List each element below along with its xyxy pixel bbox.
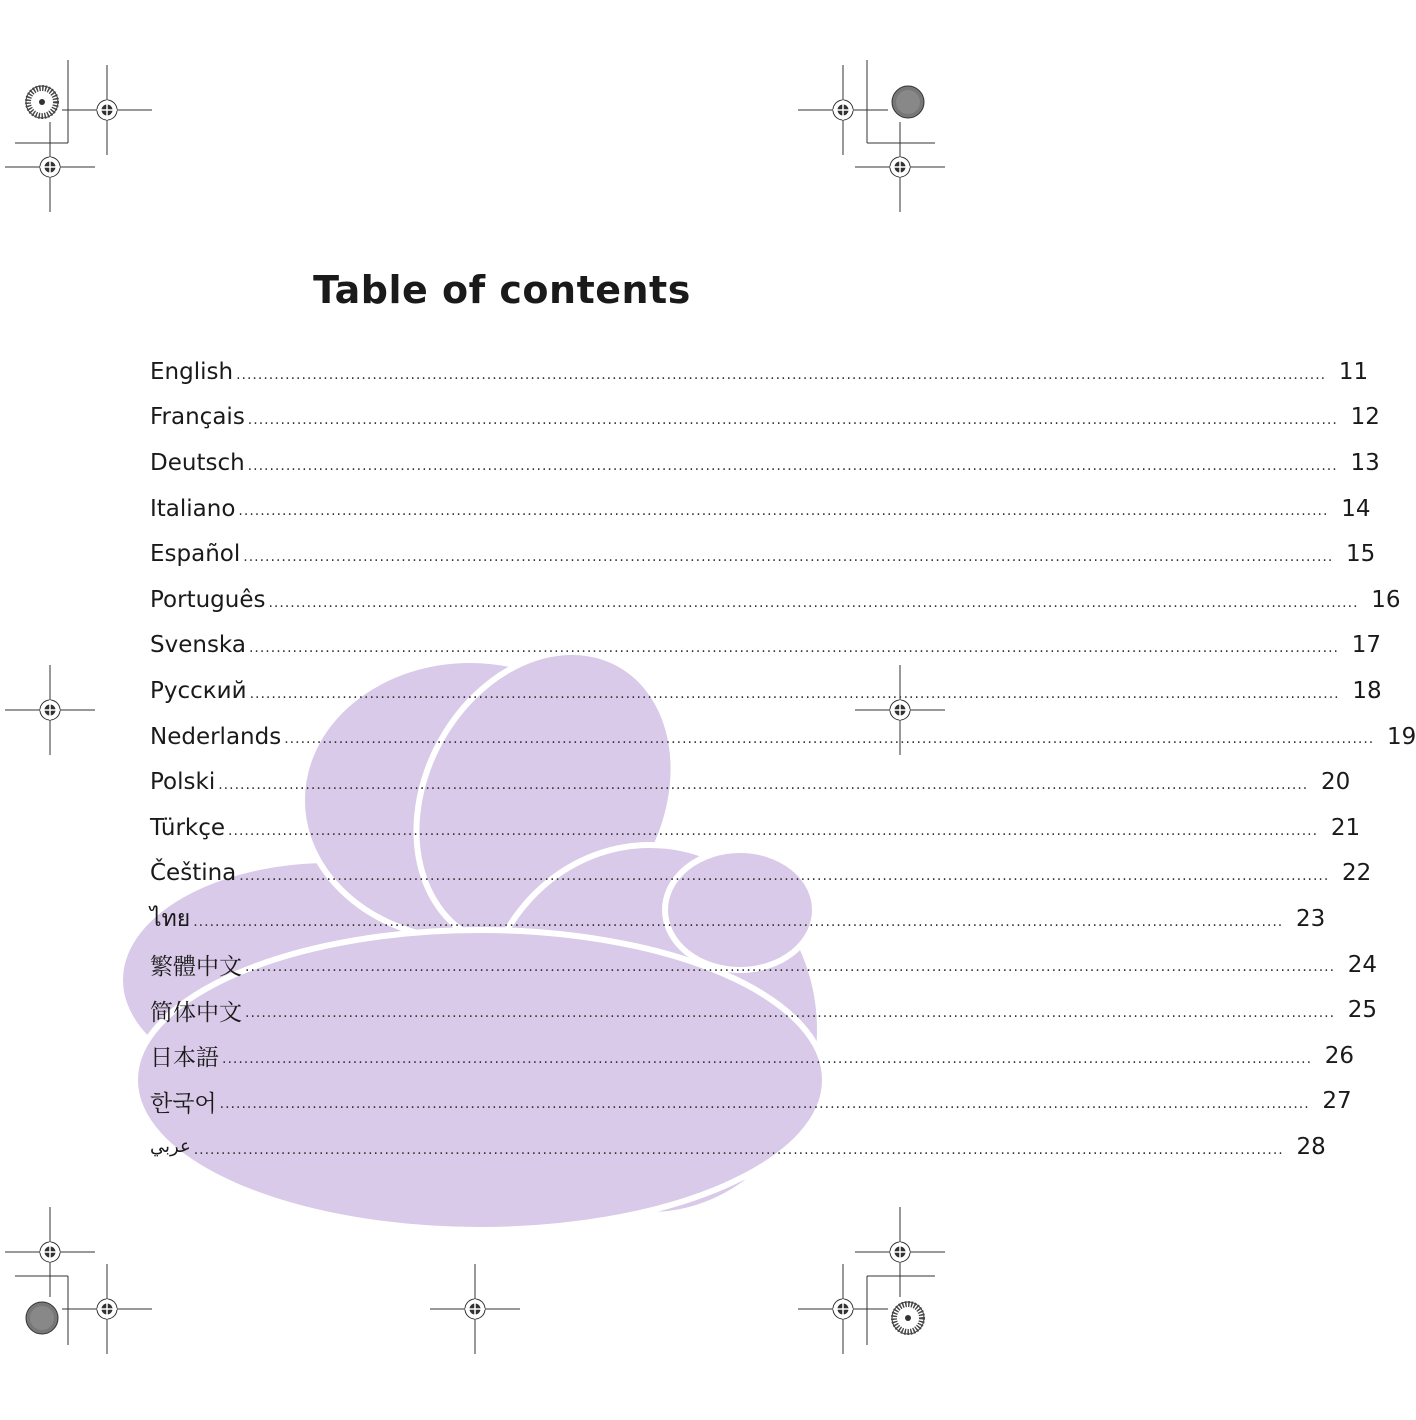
toc-entry-page: 13: [1350, 449, 1380, 476]
dot-leader: ........................................................................................................................................................................................................: [284, 731, 1375, 748]
toc-entry-turkce[interactable]: [150, 805, 1361, 851]
toc-entry-label: 한국어: [150, 1090, 217, 1117]
toc-entry-korean[interactable]: [150, 1079, 1352, 1125]
dot-leader: ........................................................................................................................................................................................................: [219, 1096, 1310, 1113]
crosshair-icon: [62, 1264, 152, 1354]
toc-entry-page: 16: [1371, 586, 1401, 613]
toc-entry-simplified-chinese[interactable]: [150, 987, 1378, 1033]
toc-entry-page: 28: [1296, 1133, 1326, 1160]
crosshair-icon: [430, 1264, 520, 1354]
toc-entry-page: 22: [1342, 860, 1372, 887]
crosshair-icon: [5, 122, 95, 212]
toc-entry-page: 14: [1341, 495, 1371, 522]
crosshair-icon: [855, 122, 945, 212]
dot-leader: ........................................................................................................................................................................................................: [193, 1141, 1284, 1158]
toc-entry-page: 12: [1350, 404, 1380, 431]
dot-leader: ........................................................................................................................................................................................................: [245, 959, 1336, 976]
dot-leader: ........................................................................................................................................................................................................: [247, 457, 1338, 474]
toc-entry-nederlands[interactable]: [150, 714, 1416, 760]
table-of-contents: [150, 349, 1416, 1170]
toc-entry-label: 繁體中文: [150, 954, 242, 981]
registration-star-icon: [892, 1302, 924, 1334]
toc-entry-label: Svenska: [150, 632, 246, 659]
toc-entry-traditional-chinese[interactable]: [150, 942, 1378, 988]
crosshair-icon: [798, 65, 888, 155]
crosshair-icon: [798, 1264, 888, 1354]
toc-entry-thai[interactable]: [150, 896, 1326, 942]
dot-leader: ........................................................................................................................................................................................................: [236, 366, 1327, 383]
registration-dot-icon: [892, 86, 924, 118]
dot-leader: ........................................................................................................................................................................................................: [238, 503, 1329, 520]
toc-entry-japanese[interactable]: [150, 1033, 1355, 1079]
dot-leader: ........................................................................................................................................................................................................: [239, 868, 1330, 885]
page-title: Table of contents: [313, 268, 691, 312]
toc-entry-page: 19: [1386, 723, 1416, 750]
toc-entry-polski[interactable]: [150, 759, 1351, 805]
toc-entry-page: 27: [1322, 1088, 1352, 1115]
dot-leader: ........................................................................................................................................................................................................: [245, 1004, 1336, 1021]
toc-entry-label: 简体中文: [150, 999, 242, 1026]
dot-leader: ........................................................................................................................................................................................................: [228, 822, 1319, 839]
toc-entry-label: Italiano: [150, 495, 236, 522]
dot-leader: ........................................................................................................................................................................................................: [249, 685, 1340, 702]
toc-entry-page: 25: [1347, 997, 1378, 1024]
toc-entry-portugues[interactable]: [150, 577, 1401, 623]
toc-entry-arabic[interactable]: [150, 1124, 1326, 1170]
toc-entry-label: Türkçe: [150, 814, 226, 841]
toc-entry-page: 23: [1295, 905, 1326, 932]
toc-entry-page: 18: [1352, 677, 1382, 704]
toc-entry-label: Русский: [150, 677, 247, 704]
dot-leader: ........................................................................................................................................................................................................: [268, 594, 1359, 611]
toc-entry-label: عربي: [150, 1136, 191, 1158]
toc-entry-italiano[interactable]: [150, 486, 1371, 532]
toc-entry-page: 24: [1347, 951, 1378, 978]
crosshair-icon: [855, 1207, 945, 1297]
toc-entry-label: Nederlands: [150, 723, 282, 750]
toc-entry-label: English: [150, 358, 234, 385]
toc-entry-label: Português: [150, 586, 266, 613]
toc-entry-svenska[interactable]: [150, 623, 1381, 669]
dot-leader: ........................................................................................................................................................................................................: [218, 776, 1309, 793]
toc-entry-english[interactable]: [150, 349, 1369, 395]
dot-leader: ........................................................................................................................................................................................................: [248, 640, 1339, 657]
toc-entry-page: 17: [1351, 632, 1381, 659]
crosshair-icon: [62, 65, 152, 155]
toc-entry-label: 日本語: [150, 1045, 219, 1072]
toc-entry-russian[interactable]: [150, 668, 1382, 714]
dot-leader: ........................................................................................................................................................................................................: [222, 1050, 1313, 1067]
toc-entry-francais[interactable]: [150, 395, 1380, 441]
toc-entry-espanol[interactable]: [150, 531, 1376, 577]
toc-entry-deutsch[interactable]: [150, 440, 1380, 486]
toc-entry-label: ไทย: [150, 905, 191, 932]
dot-leader: ........................................................................................................................................................................................................: [193, 913, 1284, 930]
toc-entry-label: Français: [150, 404, 245, 431]
dot-leader: ........................................................................................................................................................................................................: [247, 412, 1338, 429]
toc-entry-cestina[interactable]: [150, 851, 1372, 897]
toc-entry-page: 11: [1338, 358, 1369, 385]
toc-entry-page: 26: [1324, 1042, 1355, 1069]
toc-entry-label: Español: [150, 541, 241, 568]
crosshair-icon: [5, 665, 95, 755]
toc-entry-page: 15: [1346, 541, 1376, 568]
toc-entry-page: 21: [1330, 814, 1361, 841]
crosshair-icon: [5, 1207, 95, 1297]
toc-entry-page: 20: [1320, 769, 1351, 796]
dot-leader: ........................................................................................................................................................................................................: [243, 548, 1334, 565]
toc-entry-label: Deutsch: [150, 449, 245, 476]
toc-entry-label: Čeština: [150, 860, 237, 887]
registration-dot-icon: [26, 1302, 58, 1334]
toc-entry-label: Polski: [150, 769, 216, 796]
registration-star-icon: [26, 86, 58, 118]
